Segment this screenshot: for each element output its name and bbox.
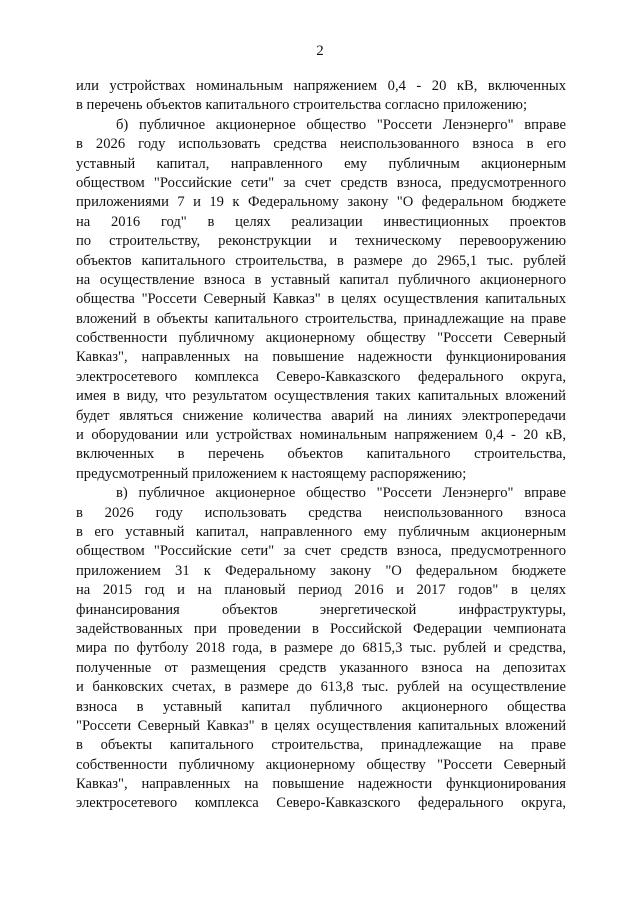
text-line: в объекты капитального строительства, принадлежащие на праве [76, 737, 566, 754]
text-line: обществом "Российские сети" за счет средств взноса, предусмотренного [76, 543, 566, 560]
text-line: приложением 31 к Федеральному закону "О федеральном бюджете [76, 562, 566, 579]
text-line: по строительству, реконструкции и техническому перевооружению [76, 233, 566, 250]
text-line: будет являться снижение количества аварий на линиях электропередачи [76, 407, 566, 424]
text-line: электросетевого комплекса Северо-Кавказского федерального округа, [76, 795, 566, 812]
text-line: полученные от размещения средств указанного взноса на депозитах [76, 659, 566, 676]
text-line: мира по футболу 2018 года, в размере до 6815,3 тыс. рублей и средства, [76, 640, 566, 657]
text-line: включенных в перечень объектов капитального строительства, [76, 446, 566, 463]
text-line: имея в виду, что результатом осуществления таких капитальных вложений [76, 388, 566, 405]
document-body [76, 77, 566, 814]
page-number: 2 [316, 43, 324, 59]
text-line: электросетевого комплекса Северо-Кавказского федерального округа, [76, 368, 566, 385]
text-line: и банковских счетах, в размере до 613,8 тыс. рублей на осуществление [76, 679, 566, 696]
text-line: взноса в уставный капитал публичного акционерного общества [76, 698, 566, 715]
text-line: собственности публичному акционерному обществу "Россети Северный [76, 756, 566, 773]
text-line: Кавказ", направленных на повышение надежности функционирования [76, 349, 566, 366]
text-line: обществом "Российские сети" за счет средств взноса, предусмотренного [76, 174, 566, 191]
text-line: в его уставный капитал, направленного ему публичным акционерным [76, 523, 566, 540]
text-line: общества "Россети Северный Кавказ" в целях осуществления капитальных [76, 291, 566, 308]
text-line: на 2015 год и на плановый период 2016 и 2017 годов" в целях [76, 582, 566, 599]
text-line: на 2016 год" в целях реализации инвестиционных проектов [76, 213, 566, 230]
text-line: собственности публичному акционерному обществу "Россети Северный [76, 330, 566, 347]
text-line: и оборудовании или устройствах номинальным напряжением 0,4 - 20 кВ, [76, 427, 566, 444]
text-line: объектов капитального строительства, в размере до 2965,1 тыс. рублей [76, 252, 566, 269]
text-line: вложений в объекты капитального строительства, принадлежащие на праве [76, 310, 566, 327]
text-line: приложениями 7 и 19 к Федеральному закону "О федеральном бюджете [76, 194, 566, 211]
text-line: или устройствах номинальным напряжением 0,4 - 20 кВ, включенных [76, 78, 566, 94]
text-line: на осуществление взноса в уставный капитал публичного акционерного [76, 271, 566, 288]
text-line: в 2026 году использовать средства неиспользованного взноса [76, 504, 566, 521]
text-line: финансирования объектов энергетической инфраструктуры, [76, 601, 566, 618]
text-line: б) публичное акционерное общество "Россети Ленэнерго" вправе [116, 116, 566, 133]
text-line: Кавказ", направленных на повышение надежности функционирования [76, 776, 566, 793]
text-line: задействованных при проведении в Российской Федерации чемпионата [76, 620, 566, 637]
text-line: в) публичное акционерное общество "Россети Ленэнерго" вправе [116, 485, 566, 502]
text-line: предусмотренный приложением к настоящему распоряжению; [76, 465, 467, 482]
text-line: в 2026 году использовать средства неиспользованного взноса в его [76, 136, 566, 153]
text-line: в перечень объектов капитального строительства согласно приложению; [76, 97, 528, 114]
text-line: "Россети Северный Кавказ" в целях осуществления капитальных вложений [76, 717, 566, 734]
text-line: уставный капитал, направленного ему публичным акционерным [76, 155, 566, 172]
